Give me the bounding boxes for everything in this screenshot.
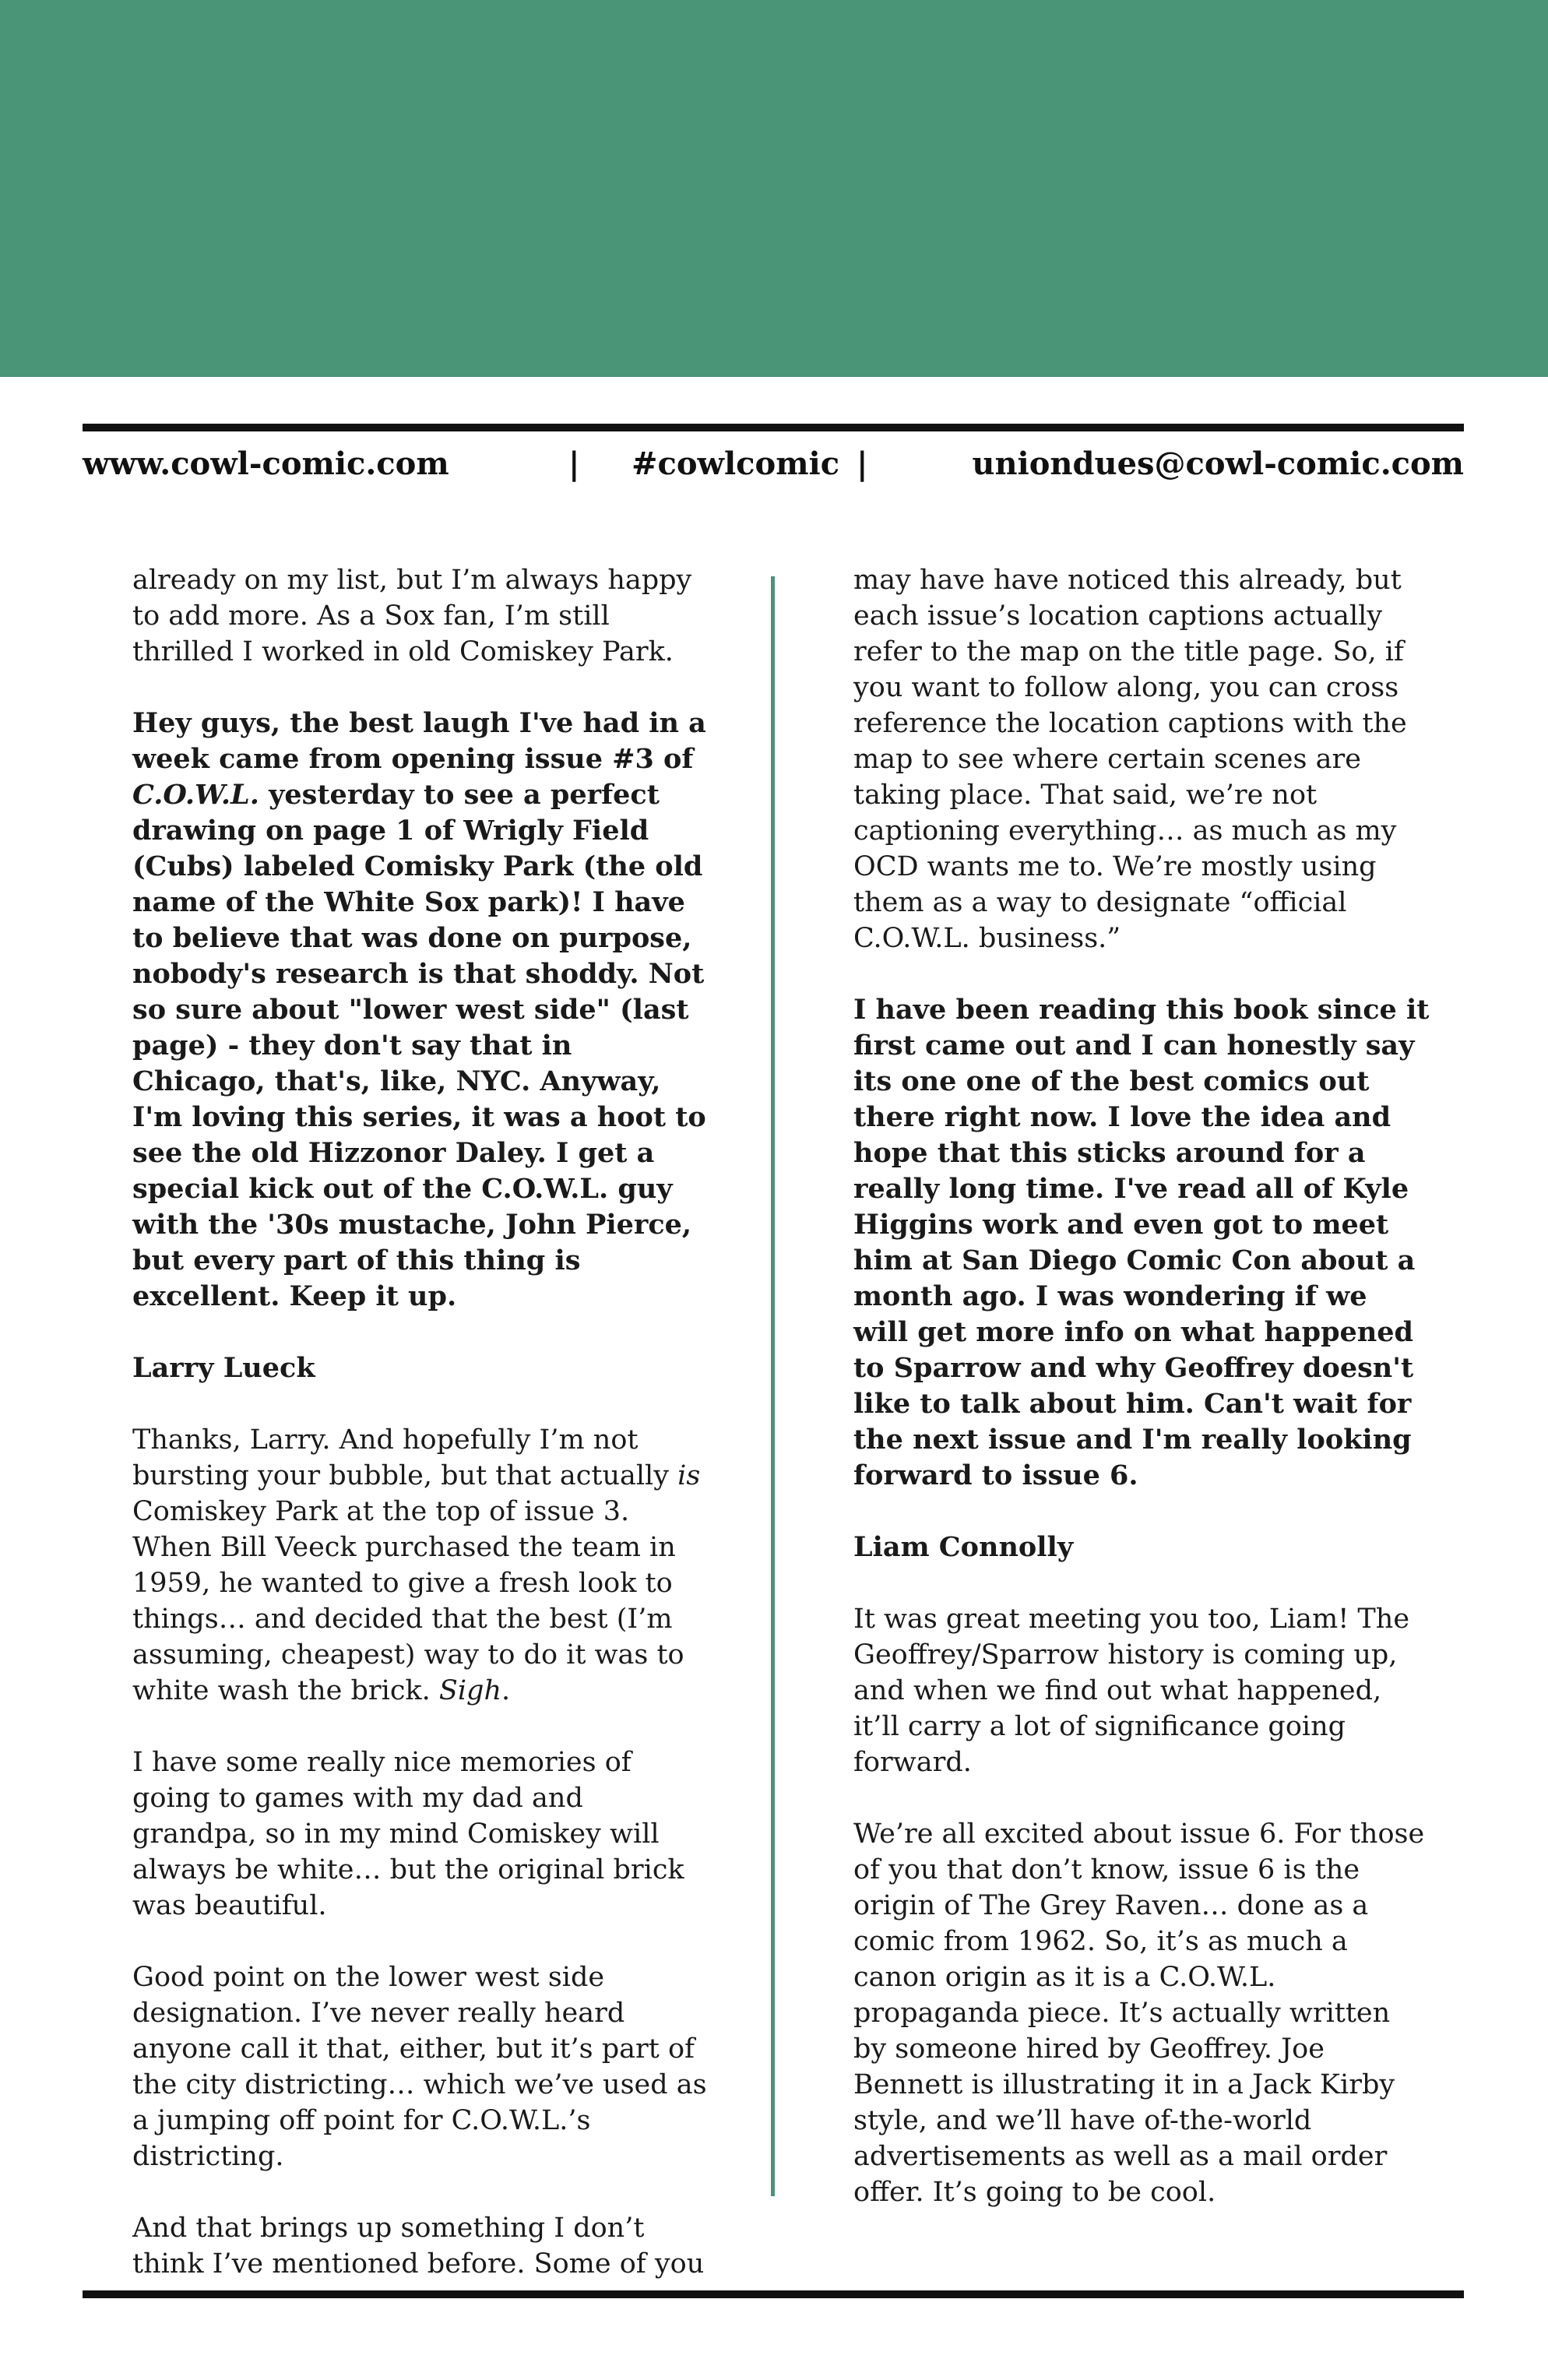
contact-bar (83, 441, 1464, 488)
bottom-rule (83, 2290, 1464, 2298)
top-rule (83, 424, 1464, 431)
left-column (132, 562, 709, 2282)
paragraph: It was great meeting you too, Liam! The Geoffrey/Sparrow history is coming up, and when we find out what happened, it’ll carry a lot of significance going forward. (853, 1604, 1410, 1778)
header-banner (0, 0, 1548, 377)
paragraph: We’re all excited about issue 6. For those of you that don’t know, issue 6 is the origin of The Grey Raven… done as a comic from 1962. So, it’s as much a canon origin as it is a C.O.W.L. propaganda piece. It’s actually written by someone hired by Geoffrey. Joe Bennett is illustrating it in a Jack Kirby style, and we’ll have of-the-world advertisements as well as a mail order offer. It’s going to be cool. (853, 1818, 1425, 2208)
reply-paragraph: Thanks, Larry. And hopefully I’m not bursting your bubble, but that actually is Comiskey Park at the top of issue 3. When Bill Veeck purchased the team in 1959, he wanted to give a fresh look to things… and decided that the best (I’m assuming, cheapest) way to do it was to white wash the brick. Sigh. (132, 1424, 701, 1706)
reader-letter: I have been reading this book since it first came out and I can honestly say its one one of the best comics out there right now. I love the idea and hope that this sticks around for a really long time. I've read all of Kyle Higgins work and even got to meet him at San Diego Comic Con about a month ago. I was wondering if we will get more info on what happened to Sparrow and why Geoffrey doesn't like to talk about him. Can't wait for the next issue and I'm really looking forward to issue 6. (853, 994, 1430, 1491)
separator: | (568, 445, 580, 482)
comic-title: C.O.W.L. (132, 779, 259, 811)
hashtag[interactable]: #cowlcomic (632, 445, 840, 482)
reader-letter: Hey guys, the best laugh I've had in a week came from opening issue #3 of C.O.W.L. yesterday to see a perfect drawing on page 1 of Wrigly Field (Cubs) labeled Comisky Park (the old name of the White Sox park)! I have to believe that was done on purpose, nobody's research is that shoddy. Not so sure about "lower west side" (last page) - they don't say that in Chicago, that's, like, NYC. Anyway, I'm loving this series, it was a hoot to see the old Hizzonor Daley. I get a special kick out of the C.O.W.L. guy with the '30s mustache, John Pierce, but every part of this thing is excellent. Keep it up. (132, 707, 706, 1312)
paragraph: Good point on the lower west side designation. I’ve never really heard anyone call it that, either, but it’s part of the city districting… which we’ve used as a jumping off point for C.O.W.L.’s districting. (132, 1962, 707, 2172)
paragraph: I have some really nice memories of going to games with my dad and grandpa, so in my mind Comiskey will always be white… but the original brick was beautiful. (132, 1747, 684, 1921)
paragraph: And that brings up something I don’t think I’ve mentioned before. Some of you (132, 2213, 705, 2280)
website-link[interactable]: www.cowl-comic.com (83, 445, 449, 482)
paragraph: may have have noticed this already, but each issue’s location captions actually refer to the map on the title page. So, if you want to follow along, you can cross reference the location captions with the map to see where certain scenes are taking place. That said, we’re not captioning everything… as much as my OCD wants me to. We’re mostly using them as a way to designate “official C.O.W.L. business.” (853, 565, 1407, 954)
email-link[interactable]: uniondues@cowl-comic.com (972, 445, 1464, 482)
paragraph: already on my list, but I’m always happy to add more. As a Sox fan, I’m still thrilled I worked in old Comiskey Park. (132, 565, 692, 667)
separator: | (857, 445, 868, 482)
right-column (853, 562, 1430, 2210)
column-divider (771, 576, 775, 2196)
letter-signature: Larry Lueck (132, 1352, 315, 1384)
letter-signature: Liam Connolly (853, 1531, 1074, 1563)
